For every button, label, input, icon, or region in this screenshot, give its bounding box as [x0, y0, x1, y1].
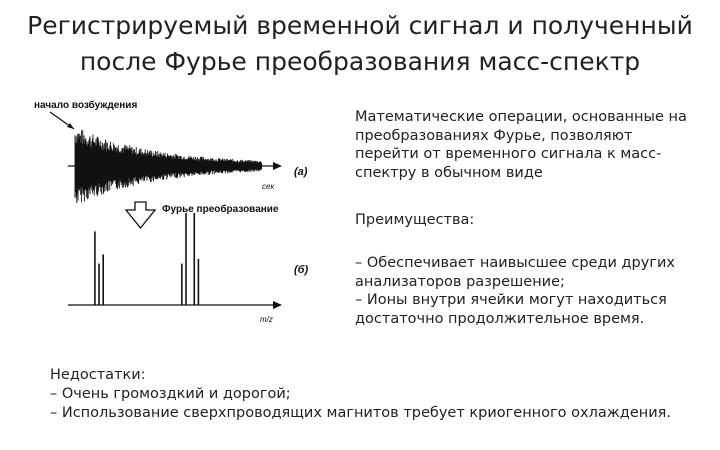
disadvantages-heading: Недостатки: — [50, 367, 146, 383]
fourier-figure — [30, 95, 330, 335]
advantage-item: – Обеспечивает наивысшее среди других анализаторов разрешение; — [355, 255, 675, 290]
description-block — [355, 108, 695, 182]
transform-arrow-icon — [126, 202, 155, 228]
disadvantage-item: – Очень громоздкий и дорогой; — [50, 386, 291, 402]
mass-spectrum — [95, 213, 199, 305]
panel-a-label: (а) — [294, 166, 308, 178]
disadvantages-block — [50, 366, 710, 423]
excitation-label: начало возбуждения — [34, 100, 138, 111]
description-text: Математические операции, основанные на преобразованиях Фурье, позволяют перейти от временного сигнала к масс-спектру в обычном виде — [355, 109, 687, 181]
title-line-1: Регистрируемый временной сигнал и полученный — [27, 11, 693, 40]
panel-b-label: (б) — [294, 264, 309, 276]
panel-a-axis-label: сек — [262, 182, 275, 191]
advantages-heading: Преимущества: — [355, 212, 475, 228]
transform-label: Фурье преобразование — [162, 204, 279, 215]
title-line-2: после Фурье преобразования масс-спектр — [79, 47, 641, 76]
excitation-pointer-head — [67, 123, 74, 129]
advantages-list — [355, 254, 695, 328]
panel-b-axis-label: m/z — [260, 315, 273, 324]
panel-a-axis-arrow — [273, 162, 282, 170]
advantage-item: – Ионы внутри ячейки могут находиться достаточно продолжительное время. — [355, 292, 667, 327]
disadvantage-item: – Использование сверхпроводящих магнитов требует криогенного охлаждения. — [50, 405, 671, 421]
slide-title — [0, 8, 720, 80]
panel-b-axis-arrow — [273, 301, 282, 309]
